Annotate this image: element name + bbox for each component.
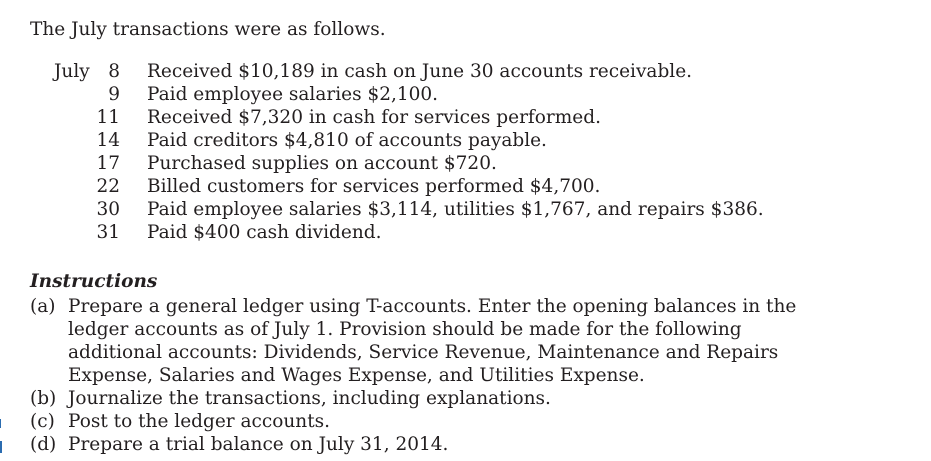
transaction-day: 14 (96, 130, 120, 151)
left-edge-marker (0, 441, 2, 453)
instruction-text: Prepare a trial balance on July 31, 2014. (68, 434, 449, 455)
transaction-description: Received $10,189 in cash on June 30 accounts receivable. (147, 61, 693, 82)
transaction-row (54, 106, 764, 129)
instructions-heading: Instructions (30, 271, 158, 292)
instruction-item (30, 410, 920, 433)
instruction-label: (d) (30, 434, 57, 455)
transaction-description: Purchased supplies on account $720. (147, 153, 497, 174)
instruction-label: (b) (30, 388, 57, 409)
transaction-day: 22 (96, 176, 120, 197)
transaction-day: 9 (108, 84, 120, 105)
transaction-row (54, 198, 764, 221)
transaction-description: Billed customers for services performed $4,700. (147, 176, 601, 197)
transaction-description: Paid employee salaries $3,114, utilities $1,767, and repairs $386. (147, 199, 764, 220)
transaction-row (54, 83, 764, 106)
instruction-label: (c) (30, 411, 55, 432)
intro-sentence: The July transactions were as follows. (30, 19, 386, 40)
instruction-item (30, 387, 920, 410)
transactions-list (54, 60, 764, 244)
instructions-list (30, 295, 920, 456)
transaction-row (54, 152, 764, 175)
transaction-row (54, 129, 764, 152)
transaction-description: Paid $400 cash dividend. (147, 222, 382, 243)
transaction-day: 17 (96, 153, 120, 174)
instruction-label: (a) (30, 296, 56, 317)
transaction-day: 30 (96, 199, 120, 220)
transaction-description: Received $7,320 in cash for services performed. (147, 107, 601, 128)
transaction-day: 31 (96, 222, 120, 243)
transaction-description: Paid employee salaries $2,100. (147, 84, 439, 105)
transaction-row (54, 221, 764, 244)
transaction-day: 11 (96, 107, 120, 128)
transaction-description: Paid creditors $4,810 of accounts payable. (147, 130, 547, 151)
transaction-row (54, 175, 764, 198)
transaction-month: July (54, 61, 90, 82)
transaction-row (54, 60, 764, 83)
instruction-text: Journalize the transactions, including explanations. (68, 388, 551, 409)
instruction-text: Post to the ledger accounts. (68, 411, 331, 432)
instruction-item (30, 295, 920, 387)
left-edge-marker (0, 419, 1, 428)
instruction-item (30, 433, 920, 456)
transaction-day: 8 (108, 61, 120, 82)
instruction-text: Prepare a general ledger using T-accounts. Enter the opening balances in the ledger accounts as of July 1. Provision should be made for the following additional accounts: Dividends, Service Revenue, Maintenance and Repairs Expense, Salaries and Wages Expense, and Utilities Expense. (68, 296, 797, 386)
